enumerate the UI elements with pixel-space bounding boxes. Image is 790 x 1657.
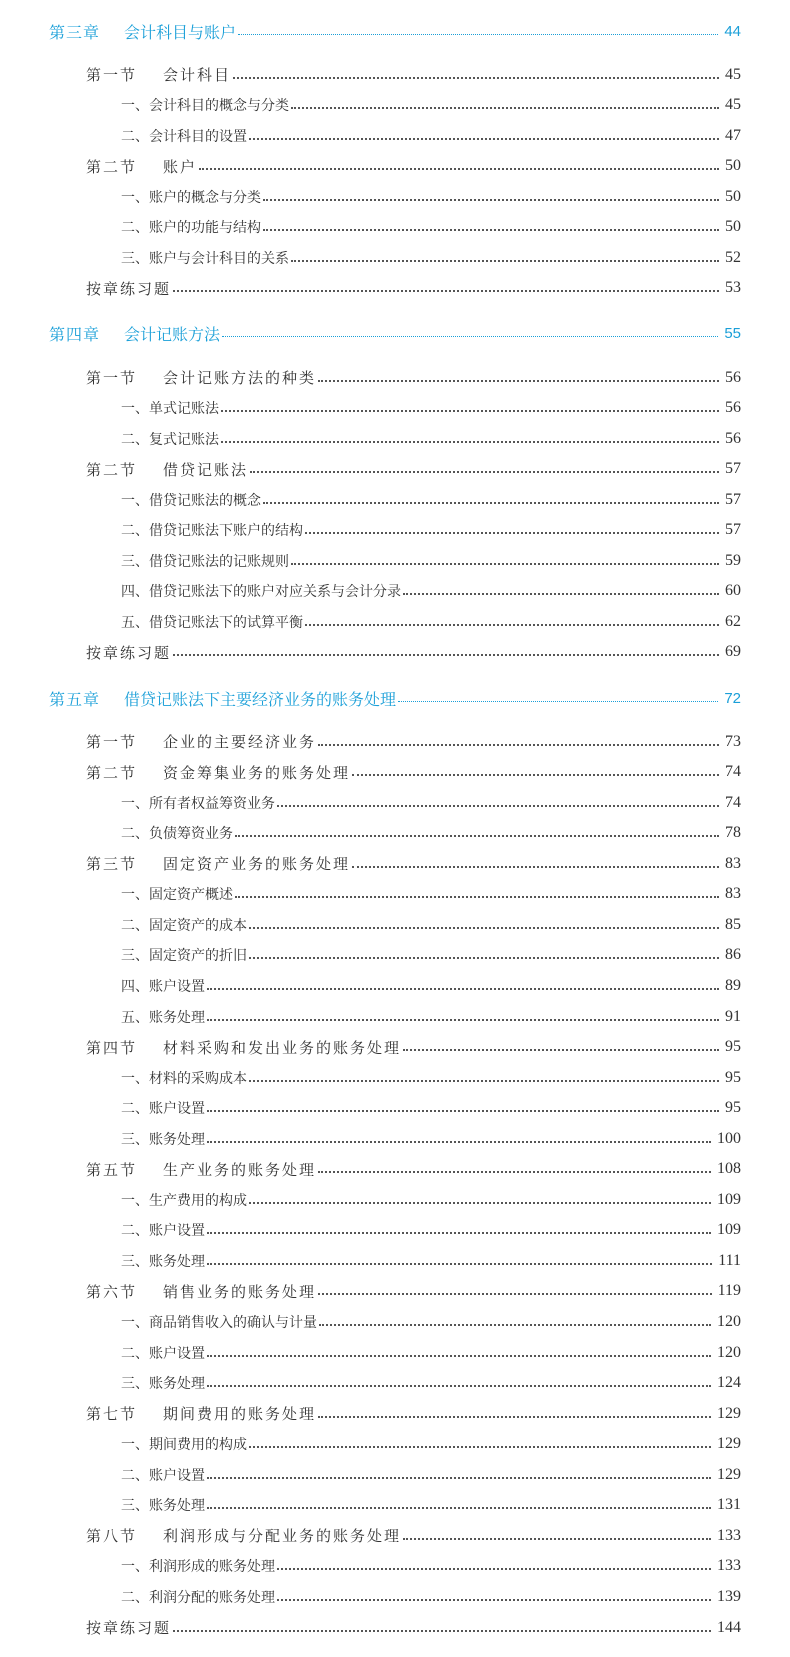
dot-leader: [249, 957, 719, 959]
dot-leader: [207, 1385, 711, 1387]
page-number: 86: [725, 946, 741, 964]
dot-leader: [318, 1416, 711, 1418]
dot-leader: [318, 744, 719, 746]
toc-section[interactable]: [86, 366, 741, 390]
section-title: 账户: [163, 157, 198, 176]
toc-sub[interactable]: [121, 549, 741, 573]
page-number: 56: [725, 429, 741, 447]
sub-title: 一、生产费用的构成: [121, 1192, 247, 1209]
sub-title: 三、账务处理: [121, 1253, 205, 1270]
toc-sub[interactable]: [121, 1066, 741, 1090]
sub-title: 二、负债筹资业务: [121, 826, 233, 843]
page-number: 83: [725, 854, 741, 872]
sub-title: 二、账户设置: [121, 1345, 205, 1362]
toc-sub[interactable]: [121, 913, 741, 937]
sub-title: 四、借贷记账法下的账户对应关系与会计分录: [121, 584, 401, 601]
dot-leader: [199, 168, 719, 170]
dot-leader: [263, 502, 719, 504]
toc-exercise[interactable]: [86, 1616, 741, 1640]
toc-sub[interactable]: [121, 518, 741, 542]
dot-leader: [305, 624, 719, 626]
section-number: 第二节: [86, 460, 138, 479]
page-number: 95: [725, 1068, 741, 1086]
toc-sub[interactable]: [121, 93, 741, 117]
toc-sub[interactable]: [121, 943, 741, 967]
page-number: 50: [725, 187, 741, 205]
dot-leader: [249, 1080, 719, 1082]
dot-leader: [235, 896, 719, 898]
sub-title: 三、借贷记账法的记账规则: [121, 553, 289, 570]
toc-sub[interactable]: [121, 1127, 741, 1151]
dot-leader: [221, 410, 719, 412]
dot-leader: [277, 805, 719, 807]
page-number: 85: [725, 915, 741, 933]
toc-sub[interactable]: [121, 1310, 741, 1334]
dot-leader: [318, 1293, 712, 1295]
page-number: 72: [724, 689, 741, 707]
toc-section[interactable]: [86, 63, 741, 87]
sub-title: 一、商品销售收入的确认与计量: [121, 1315, 317, 1331]
sub-title: 五、借贷记账法下的试算平衡: [121, 614, 303, 631]
page-number: 109: [717, 1221, 741, 1239]
section-title: 借贷记账法: [163, 460, 249, 479]
toc-section[interactable]: [86, 730, 741, 754]
section-title: 生产业务的账务处理: [163, 1160, 317, 1179]
toc-section[interactable]: [86, 760, 741, 784]
toc-section[interactable]: [86, 1035, 741, 1059]
dot-leader: [277, 1599, 711, 1601]
page-number: 50: [725, 157, 741, 175]
section-title: 销售业务的账务处理: [163, 1282, 317, 1301]
chapter-title: 会计科目与账户: [124, 22, 237, 42]
sub-title: 一、所有者权益筹资业务: [121, 795, 275, 812]
dot-leader: [250, 471, 719, 473]
section-title: 材料采购和发出业务的账务处理: [163, 1038, 402, 1057]
dot-leader: [233, 77, 719, 79]
dot-leader: [352, 866, 719, 868]
dot-leader: [249, 1202, 711, 1204]
chapter-number: 第三章: [49, 22, 101, 42]
sub-title: 二、利润分配的账务处理: [121, 1589, 275, 1606]
sub-title: 一、账户的概念与分类: [121, 189, 261, 206]
exercise-title: 按章练习题: [86, 279, 172, 298]
toc-sub[interactable]: [121, 974, 741, 998]
dot-leader: [403, 1049, 719, 1051]
sub-title: 三、账务处理: [121, 1498, 205, 1515]
section-number: 第四节: [86, 1038, 138, 1057]
page-number: 129: [717, 1404, 741, 1422]
toc-section[interactable]: [86, 1402, 741, 1426]
toc-sub[interactable]: [121, 1005, 741, 1029]
dot-leader: [222, 336, 718, 337]
page-number: 129: [717, 1435, 741, 1453]
toc-section[interactable]: [86, 154, 741, 178]
section-title: 固定资产业务的账务处理: [163, 855, 351, 874]
dot-leader: [263, 199, 719, 201]
page-number: 44: [724, 22, 741, 40]
sub-title: 三、固定资产的折旧: [121, 948, 247, 965]
sub-title: 二、账户设置: [121, 1467, 205, 1484]
section-number: 第一节: [86, 66, 138, 85]
page-number: 57: [725, 521, 741, 539]
toc-sub[interactable]: [121, 185, 741, 209]
sub-title: 五、账务处理: [121, 1009, 205, 1026]
dot-leader: [207, 1477, 711, 1479]
toc-sub[interactable]: [121, 821, 741, 845]
page-number: 56: [725, 399, 741, 417]
section-number: 第二节: [86, 763, 138, 782]
dot-leader: [249, 138, 719, 140]
chapter-title: 会计记账方法: [124, 325, 221, 345]
page-number: 100: [717, 1129, 741, 1147]
page-number: 109: [717, 1190, 741, 1208]
dot-leader: [221, 441, 719, 443]
toc-sub[interactable]: [121, 1341, 741, 1365]
page-number: 91: [725, 1007, 741, 1025]
toc-exercise[interactable]: [86, 276, 741, 300]
sub-title: 三、账务处理: [121, 1376, 205, 1393]
toc-sub[interactable]: [121, 791, 741, 815]
page-number: 124: [717, 1374, 741, 1392]
page-number: 144: [717, 1618, 741, 1636]
page-number: 95: [725, 1099, 741, 1117]
page-number: 50: [725, 218, 741, 236]
section-number: 第二节: [86, 157, 138, 176]
toc-section[interactable]: [86, 852, 741, 876]
section-number: 第一节: [86, 369, 138, 387]
chapter-number: 第五章: [49, 689, 101, 709]
dot-leader: [291, 260, 719, 262]
dot-leader: [238, 34, 718, 35]
dot-leader: [398, 701, 718, 702]
sub-title: 三、账户与会计科目的关系: [121, 250, 289, 267]
toc-section[interactable]: [86, 1524, 741, 1548]
section-title: 会计记账方法的种类: [163, 369, 317, 387]
toc-chapter[interactable]: [49, 686, 741, 710]
sub-title: 一、期间费用的构成: [121, 1437, 247, 1454]
page-number: 74: [725, 763, 741, 781]
page-number: 111: [718, 1251, 741, 1269]
toc-sub[interactable]: [121, 246, 741, 270]
page-number: 139: [717, 1587, 741, 1605]
toc-sub[interactable]: [121, 1096, 741, 1120]
toc-section[interactable]: [86, 1157, 741, 1181]
dot-leader: [207, 1232, 711, 1234]
dot-leader: [352, 774, 719, 776]
dot-leader: [318, 1171, 711, 1173]
page-number: 57: [725, 460, 741, 478]
chapter-title: 借贷记账法下主要经济业务的账务处理: [124, 689, 397, 709]
exercise-title: 按章练习题: [86, 643, 172, 662]
dot-leader: [207, 1263, 712, 1265]
section-title: 期间费用的账务处理: [163, 1405, 317, 1424]
toc-sub[interactable]: [121, 1432, 741, 1456]
dot-leader: [403, 1538, 711, 1540]
toc-sub[interactable]: [121, 1218, 741, 1242]
sub-title: 二、固定资产的成本: [121, 917, 247, 934]
toc-sub[interactable]: [121, 1249, 741, 1273]
dot-leader: [207, 1355, 711, 1357]
page-number: 131: [717, 1496, 741, 1514]
page-number: 129: [717, 1465, 741, 1483]
section-number: 第六节: [86, 1282, 138, 1301]
toc-sub[interactable]: [121, 488, 741, 512]
page-number: 69: [725, 643, 741, 661]
dot-leader: [249, 1446, 711, 1448]
sub-title: 一、材料的采购成本: [121, 1070, 247, 1087]
dot-leader: [207, 1110, 719, 1112]
toc-sub[interactable]: [121, 1371, 741, 1395]
section-number: 第八节: [86, 1527, 138, 1546]
page-number: 133: [717, 1526, 741, 1544]
section-number: 第一节: [86, 733, 138, 752]
sub-title: 二、复式记账法: [121, 431, 219, 448]
dot-leader: [173, 290, 719, 292]
page-number: 89: [725, 976, 741, 994]
sub-title: 一、借贷记账法的概念: [121, 492, 261, 509]
page-number: 73: [725, 732, 741, 750]
toc-sub[interactable]: [121, 1585, 741, 1609]
section-number: 第三节: [86, 855, 138, 874]
chapter-number: 第四章: [49, 325, 101, 345]
toc-sub[interactable]: [121, 124, 741, 148]
page-number: 57: [725, 490, 741, 508]
page-number: 53: [725, 279, 741, 297]
toc-sub[interactable]: [121, 579, 741, 603]
dot-leader: [207, 988, 719, 990]
dot-leader: [319, 1324, 711, 1326]
dot-leader: [263, 229, 719, 231]
dot-leader: [277, 1568, 711, 1570]
dot-leader: [403, 593, 719, 595]
page-number: 133: [717, 1557, 741, 1575]
page-number: 60: [725, 582, 741, 600]
dot-leader: [173, 654, 719, 656]
page-number: 45: [725, 65, 741, 83]
page-number: 52: [725, 248, 741, 266]
section-number: 第七节: [86, 1405, 138, 1424]
toc-sub[interactable]: [121, 396, 741, 420]
sub-title: 一、固定资产概述: [121, 887, 233, 904]
toc-section[interactable]: [86, 1279, 741, 1303]
toc-sub[interactable]: [121, 215, 741, 239]
page-number: 108: [717, 1160, 741, 1178]
toc-chapter[interactable]: [49, 322, 741, 346]
toc-exercise[interactable]: [86, 640, 741, 664]
page-number: 45: [725, 96, 741, 114]
section-title: 会计科目: [163, 66, 232, 85]
page-number: 95: [725, 1038, 741, 1056]
dot-leader: [207, 1019, 719, 1021]
sub-title: 四、账户设置: [121, 978, 205, 995]
sub-title: 二、借贷记账法下账户的结构: [121, 523, 303, 540]
toc-sub[interactable]: [121, 882, 741, 906]
sub-title: 二、账户设置: [121, 1223, 205, 1240]
section-title: 企业的主要经济业务: [163, 733, 317, 752]
page-number: 78: [725, 824, 741, 842]
toc-chapter[interactable]: [49, 19, 741, 43]
dot-leader: [291, 563, 719, 565]
sub-title: 一、利润形成的账务处理: [121, 1559, 275, 1576]
page-number: 119: [717, 1282, 741, 1300]
toc-sub[interactable]: [121, 1493, 741, 1517]
toc-sub[interactable]: [121, 1463, 741, 1487]
sub-title: 三、账务处理: [121, 1131, 205, 1148]
page-number: 120: [717, 1313, 741, 1330]
dot-leader: [318, 380, 719, 382]
page-number: 55: [724, 325, 741, 343]
sub-title: 二、会计科目的设置: [121, 128, 247, 145]
section-title: 资金筹集业务的账务处理: [163, 763, 351, 782]
toc-sub[interactable]: [121, 610, 741, 634]
toc-sub[interactable]: [121, 1554, 741, 1578]
toc-section[interactable]: [86, 457, 741, 481]
dot-leader: [173, 1630, 711, 1632]
section-number: 第五节: [86, 1160, 138, 1179]
toc-sub[interactable]: [121, 1188, 741, 1212]
dot-leader: [235, 835, 719, 837]
dot-leader: [291, 107, 719, 109]
sub-title: 二、账户设置: [121, 1101, 205, 1118]
page-number: 56: [725, 368, 741, 386]
dot-leader: [207, 1507, 711, 1509]
dot-leader: [207, 1141, 711, 1143]
page-number: 74: [725, 793, 741, 811]
dot-leader: [249, 927, 719, 929]
toc-sub[interactable]: [121, 427, 741, 451]
dot-leader: [305, 532, 719, 534]
sub-title: 一、会计科目的概念与分类: [121, 98, 289, 115]
sub-title: 二、账户的功能与结构: [121, 220, 261, 237]
page-number: 47: [725, 126, 741, 144]
exercise-title: 按章练习题: [86, 1619, 172, 1637]
page-number: 83: [725, 885, 741, 903]
sub-title: 一、单式记账法: [121, 401, 219, 418]
page-number: 59: [725, 551, 741, 569]
page-number: 120: [717, 1343, 741, 1361]
page-number: 62: [725, 612, 741, 630]
section-title: 利润形成与分配业务的账务处理: [163, 1527, 402, 1546]
